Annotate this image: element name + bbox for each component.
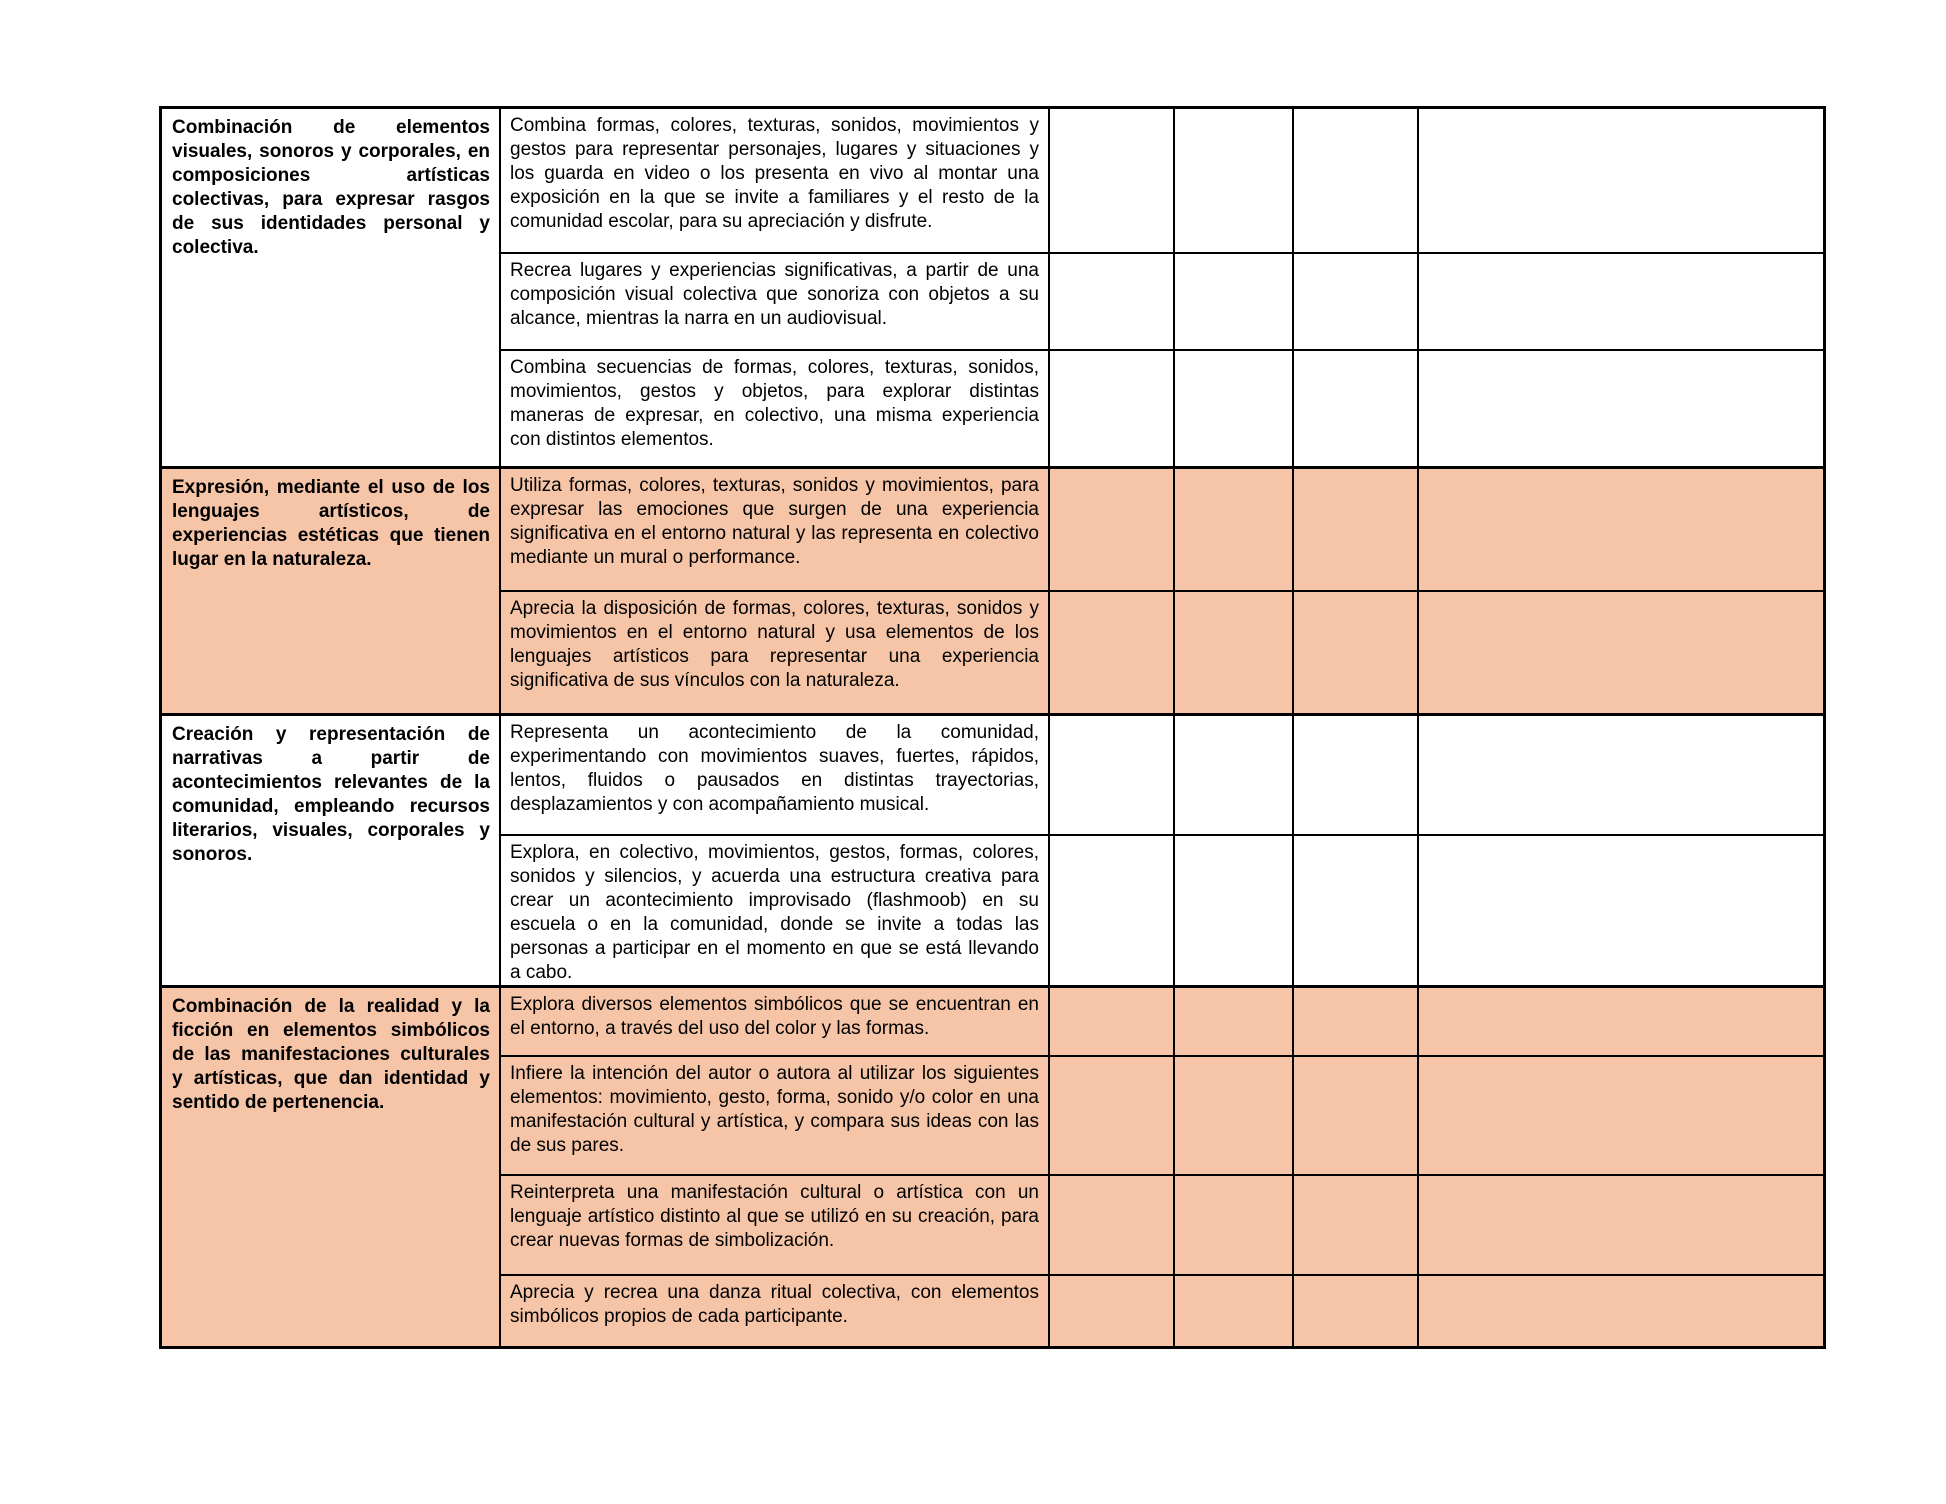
empty-cell xyxy=(1294,988,1419,1057)
empty-cell xyxy=(1419,351,1823,469)
empty-cell xyxy=(1050,592,1175,716)
process-cell: Representa un acontecimiento de la comunidad, experimentando con movimientos suaves, fuertes, rápidos, lentos, fluidos o pausados en distintas trayectorias, desplazamientos y con acompañamiento musical. xyxy=(501,716,1050,836)
empty-cell xyxy=(1175,836,1294,988)
empty-cell xyxy=(1175,1176,1294,1276)
empty-cell xyxy=(1419,1176,1823,1276)
empty-cell xyxy=(1175,1276,1294,1346)
empty-cell xyxy=(1050,109,1175,254)
process-cell: Utiliza formas, colores, texturas, sonidos y movimientos, para expresar las emociones que surgen de una experiencia significativa en el entorno natural y las representa en colectivo mediante un mural o performance. xyxy=(501,469,1050,592)
empty-cell xyxy=(1419,1057,1823,1176)
content-statement-cell: Creación y representación de narrativas a partir de acontecimientos relevantes de la comunidad, empleando recursos literarios, visuales, corporales y sonoros. xyxy=(162,716,501,988)
empty-cell xyxy=(1175,254,1294,351)
empty-cell xyxy=(1175,109,1294,254)
empty-cell xyxy=(1294,351,1419,469)
process-cell: Explora, en colectivo, movimientos, gestos, formas, colores, sonidos y silencios, y acuerda una estructura creativa para crear un acontecimiento improvisado (flashmoob) en su escuela o en la comunidad, donde se invite a todas las personas a participar en el momento en que se está llevando a cabo. xyxy=(501,836,1050,988)
empty-cell xyxy=(1175,592,1294,716)
empty-cell xyxy=(1175,351,1294,469)
process-cell: Aprecia la disposición de formas, colores, texturas, sonidos y movimientos en el entorno natural y usa elementos de los lenguajes artísticos para representar una experiencia significativa de sus vínculos con la naturaleza. xyxy=(501,592,1050,716)
empty-cell xyxy=(1294,836,1419,988)
empty-cell xyxy=(1419,1276,1823,1346)
empty-cell xyxy=(1419,988,1823,1057)
empty-cell xyxy=(1419,836,1823,988)
content-statement-cell: Combinación de elementos visuales, sonoros y corporales, en composiciones artísticas colectivas, para expresar rasgos de sus identidades personal y colectiva. xyxy=(162,109,501,469)
empty-cell xyxy=(1175,716,1294,836)
process-cell: Recrea lugares y experiencias significativas, a partir de una composición visual colectiva que sonoriza con objetos a su alcance, mientras la narra en un audiovisual. xyxy=(501,254,1050,351)
content-statement-cell: Expresión, mediante el uso de los lenguajes artísticos, de experiencias estéticas que tienen lugar en la naturaleza. xyxy=(162,469,501,716)
process-cell: Infiere la intención del autor o autora al utilizar los siguientes elementos: movimiento, gesto, forma, sonido y/o color en una manifestación cultural y artística, y compara sus ideas con las de sus pares. xyxy=(501,1057,1050,1176)
process-cell: Combina secuencias de formas, colores, texturas, sonidos, movimientos, gestos y objetos, para explorar distintas maneras de expresar, en colectivo, una misma experiencia con distintos elementos. xyxy=(501,351,1050,469)
empty-cell xyxy=(1294,1176,1419,1276)
empty-cell xyxy=(1175,1057,1294,1176)
process-cell: Combina formas, colores, texturas, sonidos, movimientos y gestos para representar personajes, lugares y situaciones y los guarda en video o los presenta en vivo al montar una exposición en la que se invite a familiares y el resto de la comunidad escolar, para su apreciación y disfrute. xyxy=(501,109,1050,254)
empty-cell xyxy=(1419,254,1823,351)
empty-cell xyxy=(1294,469,1419,592)
curriculum-table xyxy=(159,106,1826,1349)
process-cell: Aprecia y recrea una danza ritual colectiva, con elementos simbólicos propios de cada participante. xyxy=(501,1276,1050,1346)
process-cell: Explora diversos elementos simbólicos que se encuentran en el entorno, a través del uso del color y las formas. xyxy=(501,988,1050,1057)
empty-cell xyxy=(1175,469,1294,592)
empty-cell xyxy=(1050,836,1175,988)
empty-cell xyxy=(1419,716,1823,836)
empty-cell xyxy=(1050,988,1175,1057)
empty-cell xyxy=(1050,254,1175,351)
empty-cell xyxy=(1050,469,1175,592)
empty-cell xyxy=(1050,1057,1175,1176)
empty-cell xyxy=(1294,1057,1419,1176)
content-statement-cell: Combinación de la realidad y la ficción en elementos simbólicos de las manifestaciones culturales y artísticas, que dan identidad y sentido de pertenencia. xyxy=(162,988,501,1346)
empty-cell xyxy=(1419,469,1823,592)
empty-cell xyxy=(1294,109,1419,254)
empty-cell xyxy=(1050,716,1175,836)
empty-cell xyxy=(1294,716,1419,836)
empty-cell xyxy=(1294,592,1419,716)
empty-cell xyxy=(1175,988,1294,1057)
empty-cell xyxy=(1050,1276,1175,1346)
empty-cell xyxy=(1294,1276,1419,1346)
empty-cell xyxy=(1050,351,1175,469)
empty-cell xyxy=(1419,109,1823,254)
empty-cell xyxy=(1419,592,1823,716)
empty-cell xyxy=(1294,254,1419,351)
process-cell: Reinterpreta una manifestación cultural o artística con un lenguaje artístico distinto al que se utilizó en su creación, para crear nuevas formas de simbolización. xyxy=(501,1176,1050,1276)
empty-cell xyxy=(1050,1176,1175,1276)
